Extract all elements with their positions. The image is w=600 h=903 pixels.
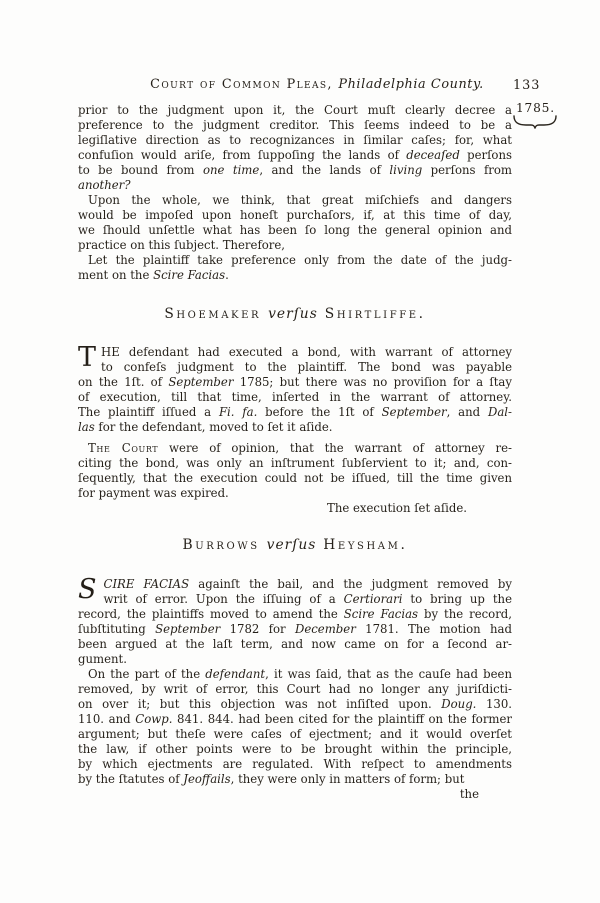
paragraph bbox=[78, 103, 512, 193]
text-line: on the 1ſt. of September 1785; but there was no proviſion for a ſtay bbox=[78, 375, 512, 389]
under-brace-icon bbox=[512, 115, 558, 129]
case-heading: Burrows verſus Heysham. bbox=[182, 537, 408, 553]
text-line: ment on the Scire Facias. bbox=[78, 268, 229, 282]
text-line: to confeſs judgment to the plaintiff. The bond was payable bbox=[101, 360, 512, 374]
text-line: Let the plaintiff take preference only from the date of the judg- bbox=[88, 253, 512, 267]
text-line: by which ejectments are regulated. With reſpect to amendments bbox=[78, 757, 512, 771]
text-line: for payment was expired. bbox=[78, 486, 229, 500]
text-line: confuſion would ariſe, from ſuppoſing the lands of deceaſed perſons bbox=[78, 148, 512, 162]
text-line: record, the plaintiffs moved to amend the Scire Facias by the record, bbox=[78, 607, 512, 621]
paragraph bbox=[78, 342, 512, 435]
drop-cap: T bbox=[78, 342, 97, 373]
content bbox=[78, 103, 512, 802]
running-header: Court of Common Pleas, Philadelphia County. bbox=[150, 77, 484, 92]
drop-cap: S bbox=[78, 574, 97, 605]
ruling-line: The execution ſet aſide. bbox=[327, 501, 467, 515]
text-line: practice on this ſubject. Therefore, bbox=[78, 238, 286, 252]
text-line: gument. bbox=[78, 652, 127, 666]
text-line: The plaintiff iſſued a Fi. fa. before the 1ſt of September, and Dal- bbox=[78, 405, 512, 419]
text-line: las for the defendant, moved to ſet it aſide. bbox=[78, 420, 333, 434]
text-line: ſequently, that the execution could not be iſſued, till the time given bbox=[78, 471, 512, 485]
text-line: we ſhould unſettle what has been ſo long the general opinion and bbox=[78, 223, 512, 237]
paragraph bbox=[78, 574, 512, 667]
text-line: on over it; but this objection was not inſiſted upon. Doug. 130. bbox=[78, 697, 512, 711]
text-line: another? bbox=[78, 178, 131, 192]
paragraph bbox=[78, 667, 512, 787]
text-line: legiſlative direction as to recognizances in ſimilar caſes; for, what bbox=[78, 133, 512, 147]
text-line: by the ſtatutes of Jeoffails, they were only in matters of form; but bbox=[78, 772, 465, 786]
paragraph bbox=[78, 193, 512, 253]
text-line: argument; but theſe were caſes of ejectment; and it would overſet bbox=[78, 727, 512, 741]
text-line: CIRE FACIAS againſt the bail, and the judgment removed by bbox=[103, 577, 512, 591]
text-line: the law, if other points were to be brought within the principle, bbox=[78, 742, 512, 756]
case-heading: Shoemaker verſus Shirtliffe. bbox=[164, 306, 426, 322]
text-line: would be impoſed upon honeſt purchaſors, if, at this time of day, bbox=[78, 208, 512, 222]
catchword: the bbox=[459, 787, 479, 801]
page-number: 133 bbox=[513, 78, 541, 93]
paragraph bbox=[78, 441, 512, 501]
text-line: of execution, till that time, inſerted in the warrant of attorney. bbox=[78, 390, 512, 404]
text-line: writ of error. Upon the iſſuing of a Certiorari to bring up the bbox=[103, 592, 512, 606]
paragraph bbox=[78, 253, 512, 283]
text-line: citing the bond, was only an inſtrument ſubſervient to it; and, con- bbox=[78, 456, 512, 470]
text-line: prior to the judgment upon it, the Court muſt clearly decree a bbox=[78, 103, 512, 117]
text-line: On the part of the defendant, it was ſaid, that as the cauſe had been bbox=[88, 667, 512, 681]
text-line: to be bound from one time, and the lands of living perſons from bbox=[78, 163, 512, 177]
text-line: removed, by writ of error, this Court had no longer any juriſdicti- bbox=[78, 682, 512, 696]
text-line: preference to the judgment creditor. This ſeems indeed to be a bbox=[78, 118, 512, 132]
text-line: The Court were of opinion, that the warrant of attorney re- bbox=[88, 441, 512, 455]
text-line: Upon the whole, we think, that great miſchiefs and dangers bbox=[88, 193, 512, 207]
text-line: 110. and Cowp. 841. 844. had been cited for the plaintiff on the former bbox=[78, 712, 512, 726]
text-line: been argued at the laſt term, and now came on for a ſecond ar- bbox=[78, 637, 512, 651]
text-line: HE defendant had executed a bond, with warrant of attorney bbox=[101, 345, 512, 359]
text-line: ſubſtituting September 1782 for December 1781. The motion had bbox=[78, 622, 512, 636]
margin-note-year: 1785. bbox=[516, 101, 555, 115]
